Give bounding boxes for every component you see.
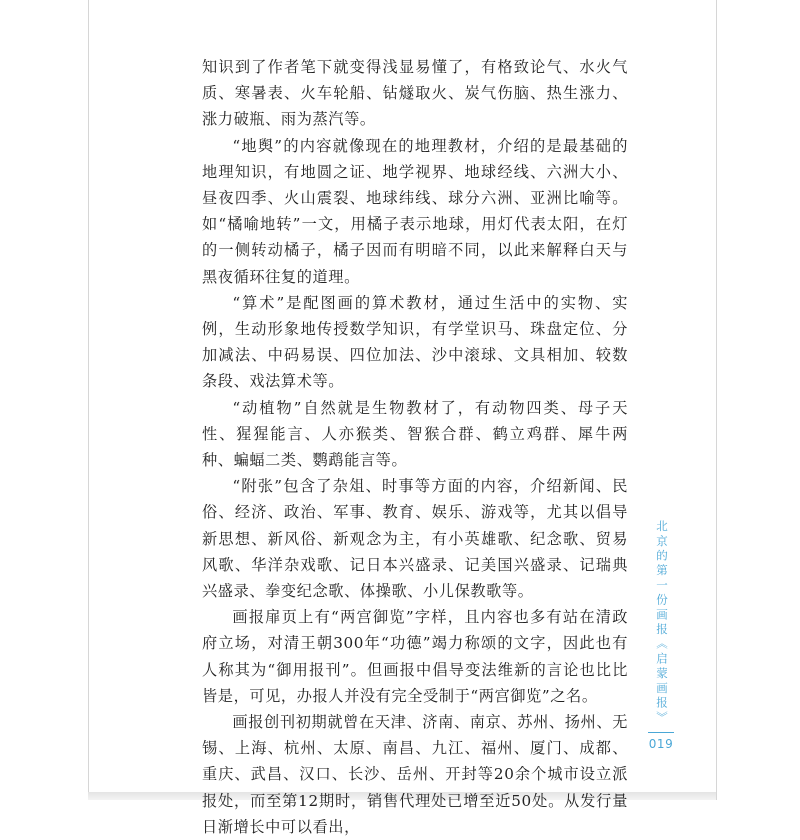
page-number: 019	[648, 737, 674, 751]
paragraph-4: “动植物”自然就是生物教材了，有动物四类、母子天性、猩猩能言、人亦猴类、智猴合群、鹤立鸡群、犀牛两种、蝙蝠二类、鹦鹉能言等。	[202, 398, 628, 470]
body-text	[202, 54, 628, 840]
paragraph-1: 知识到了作者笔下就变得浅显易懂了，有格致论气、水火气质、寒暑表、火车轮船、钻燧取火、炭气伤脑、热生涨力、涨力破瓶、雨为蒸汽等。	[202, 58, 628, 129]
page-number-rule	[648, 732, 674, 733]
paragraph-7: 画报创刊初期就曾在天津、济南、南京、苏州、扬州、无锡、上海、杭州、太原、南昌、九江、福州、厦门、成都、重庆、武昌、汉口、长沙、岳州、开封等20余个城市设立派报处，而至第12期时，销售代理处已增至近50处。从发行量日渐增长中可以看出，	[202, 713, 628, 836]
paragraph-6: 画报扉页上有“两宫御览”字样，且内容也多有站在清政府立场，对清王朝300年“功德”竭力称颂的文字，因此也有人称其为“御用报刊”。但画报中倡导变法维新的言论也比比皆是，可见，办报人并没有完全受制于“两宫御览”之名。	[202, 608, 628, 705]
running-head-title: 北京的第一份画报《启蒙画报》	[655, 520, 669, 726]
paragraph-3: “算术”是配图画的算术教材，通过生活中的实物、实例，生动形象地传授数学知识，有学堂识马、珠盘定位、分加减法、中码易误、四位加法、沙中滚球、文具相加、较数条段、戏法算术等。	[202, 293, 628, 391]
paragraph-2: “地舆”的内容就像现在的地理教材，介绍的是最基础的地理知识，有地圆之证、地学视界、地球经线、六洲大小、昼夜四季、火山震裂、地球纬线、球分六洲、亚洲比喻等。如“橘喻地转”一文，用橘子表示地球，用灯代表太阳，在灯的一侧转动橘子，橘子因而有明暗不同，以此来解释白天与黑夜循环往复的道理。	[202, 136, 628, 286]
paragraph-5: “附张”包含了杂俎、时事等方面的内容，介绍新闻、民俗、经济、政治、军事、教育、娱乐、游戏等，尤其以倡导新思想、新风俗、新观念为主，有小英雄歌、纪念歌、贸易风歌、华洋杂戏歌、记日本兴盛录、记美国兴盛录、记瑞典兴盛录、拳变纪念歌、体操歌、小儿保教歌等。	[202, 477, 628, 601]
